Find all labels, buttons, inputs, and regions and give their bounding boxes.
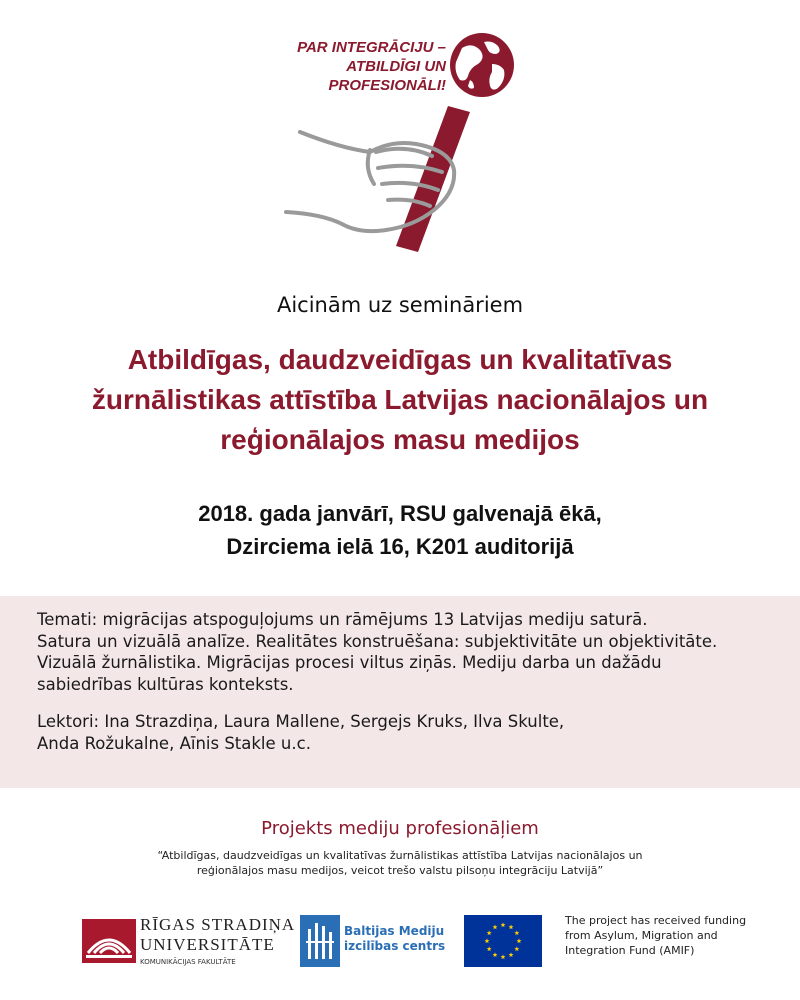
seminar-title xyxy=(20,340,780,460)
lecturers-line: Anda Rožukalne, Aīnis Stakle u.c. xyxy=(37,733,311,753)
topics-line: sabiedrības kultūras konteksts. xyxy=(37,674,294,694)
rsu-name-line2: UNIVERSITĀTE xyxy=(140,935,275,954)
date-line: 2018. gada janvārī, RSU galvenajā ēkā, xyxy=(198,501,602,526)
topics-line: Vizuālā žurnālistika. Migrācijas procesi viltus ziņās. Mediju darba un dažādu xyxy=(37,653,662,672)
bmic-name xyxy=(344,924,445,954)
bmic-logo xyxy=(300,911,446,969)
topics xyxy=(37,609,800,695)
campaign-logo xyxy=(270,20,530,260)
rsu-faculty: KOMUNIKĀCIJAS FAKULTĀTE xyxy=(140,958,236,966)
title-line: Atbildīgas, daudzveidīgas un kvalitatīvas xyxy=(127,344,673,375)
bmic-name-line: Baltijas Mediju xyxy=(344,924,445,938)
lecturers-line: Lektori: Ina Strazdiņa, Laura Mallene, Sergejs Kruks, Ilva Skulte, xyxy=(37,712,565,731)
topics-line: Satura un vizuālā analīze. Realitātes konstruēšana: subjektivitāte un objektivitāte. xyxy=(37,631,718,651)
topics-line: Temati: migrācijas atspoguļojums un rāmējums 13 Latvijas mediju saturā. xyxy=(37,610,648,629)
project-desc-line: reģionālajos masu medijos, veicot trešo valstu pilsoņu integrāciju Latvijā” xyxy=(196,864,604,877)
bmic-emblem-icon xyxy=(300,915,340,967)
project-desc-line: “Atbildīgas, daudzveidīgas un kvalitatīvas žurnālistikas attīstība Latvijas nacionālajos un xyxy=(157,849,643,862)
amif-line: Integration Fund (AMIF) xyxy=(565,944,695,957)
logo-line: PROFESIONĀLI! xyxy=(328,77,446,94)
location-line: Dzirciema ielā 16, K201 auditorijā xyxy=(226,534,574,559)
date-location xyxy=(0,497,800,563)
amif-line: from Asylum, Migration and xyxy=(565,929,718,942)
project-description xyxy=(0,848,800,878)
logo-slogan xyxy=(276,38,446,95)
title-line: žurnālistikas attīstība Latvijas nacionālajos un xyxy=(91,384,709,415)
amif-line: The project has received funding xyxy=(565,914,747,927)
rsu-logo xyxy=(82,913,296,973)
amif-funding-text xyxy=(565,913,746,958)
info-box xyxy=(0,596,800,788)
footer-logos xyxy=(0,905,800,975)
rsu-name-line1: RĪGAS STRADIŅA xyxy=(140,915,296,934)
lecturers xyxy=(37,711,800,754)
logo-line: PAR INTEGRĀCIJU – xyxy=(297,39,446,56)
title-line: reģionālajos masu medijos xyxy=(220,424,580,455)
eu-flag-icon xyxy=(464,915,542,967)
logo-line: ATBILDĪGI UN xyxy=(346,58,446,75)
rsu-emblem-icon xyxy=(82,919,136,963)
bmic-name-line: izcilības centrs xyxy=(344,939,446,953)
invite-text: Aicinām uz semināriem xyxy=(276,293,524,317)
project-title: Projekts mediju profesionāļiem xyxy=(261,818,539,839)
